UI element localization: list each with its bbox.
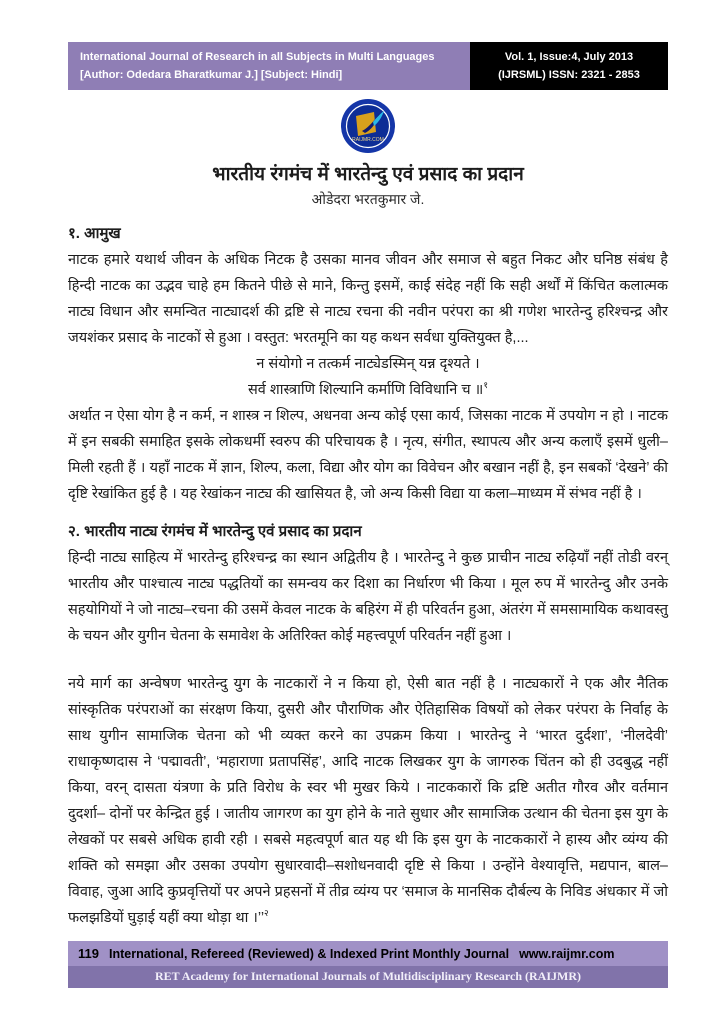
footer-academy-band: RET Academy for International Journals of Multidisciplinary Research (RAIJMR) xyxy=(68,966,668,988)
journal-title-line: International Journal of Research in all Subjects in Multi Languages xyxy=(80,51,435,63)
shloka-line-2-text: सर्व शास्त्राणि शिल्यानि कर्माणि विविधानि च ॥ xyxy=(248,382,484,398)
section2-heading: २. भारतीय नाट्य रंगमंच में भारतेन्दु एवं प्रसाद का प्रदान xyxy=(68,523,362,540)
journal-author-line: [Author: Odedara Bharatkumar J.] [Subject: Hindi] xyxy=(80,69,343,81)
page-footer xyxy=(68,941,668,988)
footnote-ref-2: २ xyxy=(264,908,269,919)
section2-paragraph-2-text: नये मार्ग का अन्वेषण भारतेन्दु युग के नाटकारों ने न किया हो, ऐसी बात नहीं है । नाट्यकारों ने एक और नैतिक सांस्कृतिक परंपराओं का संरक्षण किया, दुसरी और पौराणिक और ऐतिहासिक विषयों को लेकर परंपरा के निर्वाह के साथ युगीन सामाजिक चेतना को भी व्यक्त करने का उपक्रम किया । भारतेन्दु ने ‘भारत दुर्दशा’, ‘नीलदेवी’ राधाकृष्णदास ने ‘पद्मावती’, ‘महाराणा प्रतापसिंह’, आदि नाटक लिखकर युग के जागरुक चिंतन को ही उदबुद्ध नहीं किया, वरन् दासता यंत्रणा के प्रति विरोध के स्वर भी मुखर किये । नाटककारों कि द्रष्टि अतीत गौरव और वर्तमान दुदर्शा– दोनों पर केन्द्रित हुई । जातीय जागरण का युग होने के नाते सुधार और सामाजिक उत्थान की चेतना इस युग के लेखकों पर सबसे अधिक हावी रही । सबसे महत्वपूर्ण बात यह थी कि इस युग के नाटककारों ने हास्य और व्यंग्य की शक्ति को समझा और उसका उपयोग सुधारवादी–सशोधनवादी दृष्टि से किया । उन्होंने वेश्यावृत्ति, मद्यपान, बाल–विवाह, जुआ आदि कुप्रवृत्तियों पर अपने प्रहसनों में तीव्र व्यंग्य पर ‘समाज के मानसिक दौर्बल्य के निविड अंधकार में जो फलझडियों घुड़ाई यहीं क्या थोड़ा था ।’’ xyxy=(68,676,668,926)
footer-journal-band xyxy=(68,941,668,966)
issn-line: (IJRSML) ISSN: 2321 - 2853 xyxy=(498,69,640,81)
footnote-ref-1: १ xyxy=(483,380,488,391)
shloka-line-2 xyxy=(68,377,668,403)
section2-paragraph-2 xyxy=(68,671,668,931)
article-title: भारतीय रंगमंच में भारतेन्दु एवं प्रसाद का प्रदान xyxy=(212,164,524,185)
footer-journal-text: International, Refereed (Reviewed) & Indexed Print Monthly Journal xyxy=(108,946,510,961)
logo-container xyxy=(68,98,668,154)
svg-text:RAIJMR.COM: RAIJMR.COM xyxy=(352,137,384,143)
shloka-line-1: न संयोगो न तत्कर्म नाट्येडस्मिन् यन्न दृश्यते । xyxy=(256,356,480,372)
page-header xyxy=(68,42,668,90)
journal-banner xyxy=(68,42,470,90)
section1-paragraph-2: अर्थात न ऐसा योग है न कर्म, न शास्त्र न शिल्प, अधनवा अन्य कोई एसा कार्य, जिसका नाटक में उपयोग न हो । नाटक में इन सबकी समाहित इसके लोकधर्मी स्वरुप की परिचायक है । नृत्य, संगीत, स्थापत्य और अन्य कलाएँ इसमें धुली–मिली रहती हैं । यहाँ नाटक में ज्ञान, शिल्प, कला, विद्या और योग का विवेचन और बखान नहीं है, इन सबकों ‘देखने’ की दृष्टि रेखांकित हुई है । यह रेखांकन नाट्य की खासियत है, जो अन्य किसी विद्या या कला–माध्यम में संभव नहीं है । xyxy=(68,408,668,502)
page-number: 119 xyxy=(78,946,99,961)
section1-paragraph-1: नाटक हमारे यथार्थ जीवन के अधिक निटक है उसका मानव जीवन और समाज से बहुत निकट और घनिष्ठ संबंध है हिन्दी नाटक का उद्भव चाहे हम कितने पीछे से माने, किन्तु इसमें, काई संदेह नहीं कि सही अर्थों में किंचित कलात्मक नाट्य विधान और समन्वित नाट्यादर्श की द्रष्टि से नाट्य रचना की नवीन परंपरा का श्री गणेश भारतेन्दु हरिश्चन्द्र और जयशंकर प्रसाद के नाटकों से हुआ । वस्तुत: भरतमूनि का यह कथन सर्वधा युक्तियुक्त है,... xyxy=(68,252,668,346)
raijmr-logo-icon xyxy=(340,98,396,154)
section2-paragraph-1: हिन्दी नाट्य साहित्य में भारतेन्दु हरिश्चन्द्र का स्थान अद्वितीय है । भारतेन्दु ने कुछ प्राचीन नाट्य रुढ़ियाँ नहीं तोडी वरन् भारतीय और पाश्चात्य नाट्य पद्धतियों का समन्वय कर दिशा का निर्धारण भी किया । मूल रुप में भारतेन्दु और उनके सहयोगियों ने जो नाट्य–रचना की उसमें केवल नाटक के बहिरंग में ही परिवर्तन हुआ, अंतरंग में समसामायिक कथावस्तु के चयन और युगीन चेतना के समावेश के अतिरिक्त कोई महत्त्वपूर्ण परिवर्तन नहीं हुआ । xyxy=(68,550,668,644)
issue-banner xyxy=(470,42,668,90)
sanskrit-shloka xyxy=(68,351,668,403)
section1-heading: १. आमुख xyxy=(68,225,121,242)
footer-url: www.raijmr.com xyxy=(519,946,615,961)
volume-line: Vol. 1, Issue:4, July 2013 xyxy=(504,51,634,63)
article-author: ओडेदरा भरतकुमार जे. xyxy=(311,191,425,207)
